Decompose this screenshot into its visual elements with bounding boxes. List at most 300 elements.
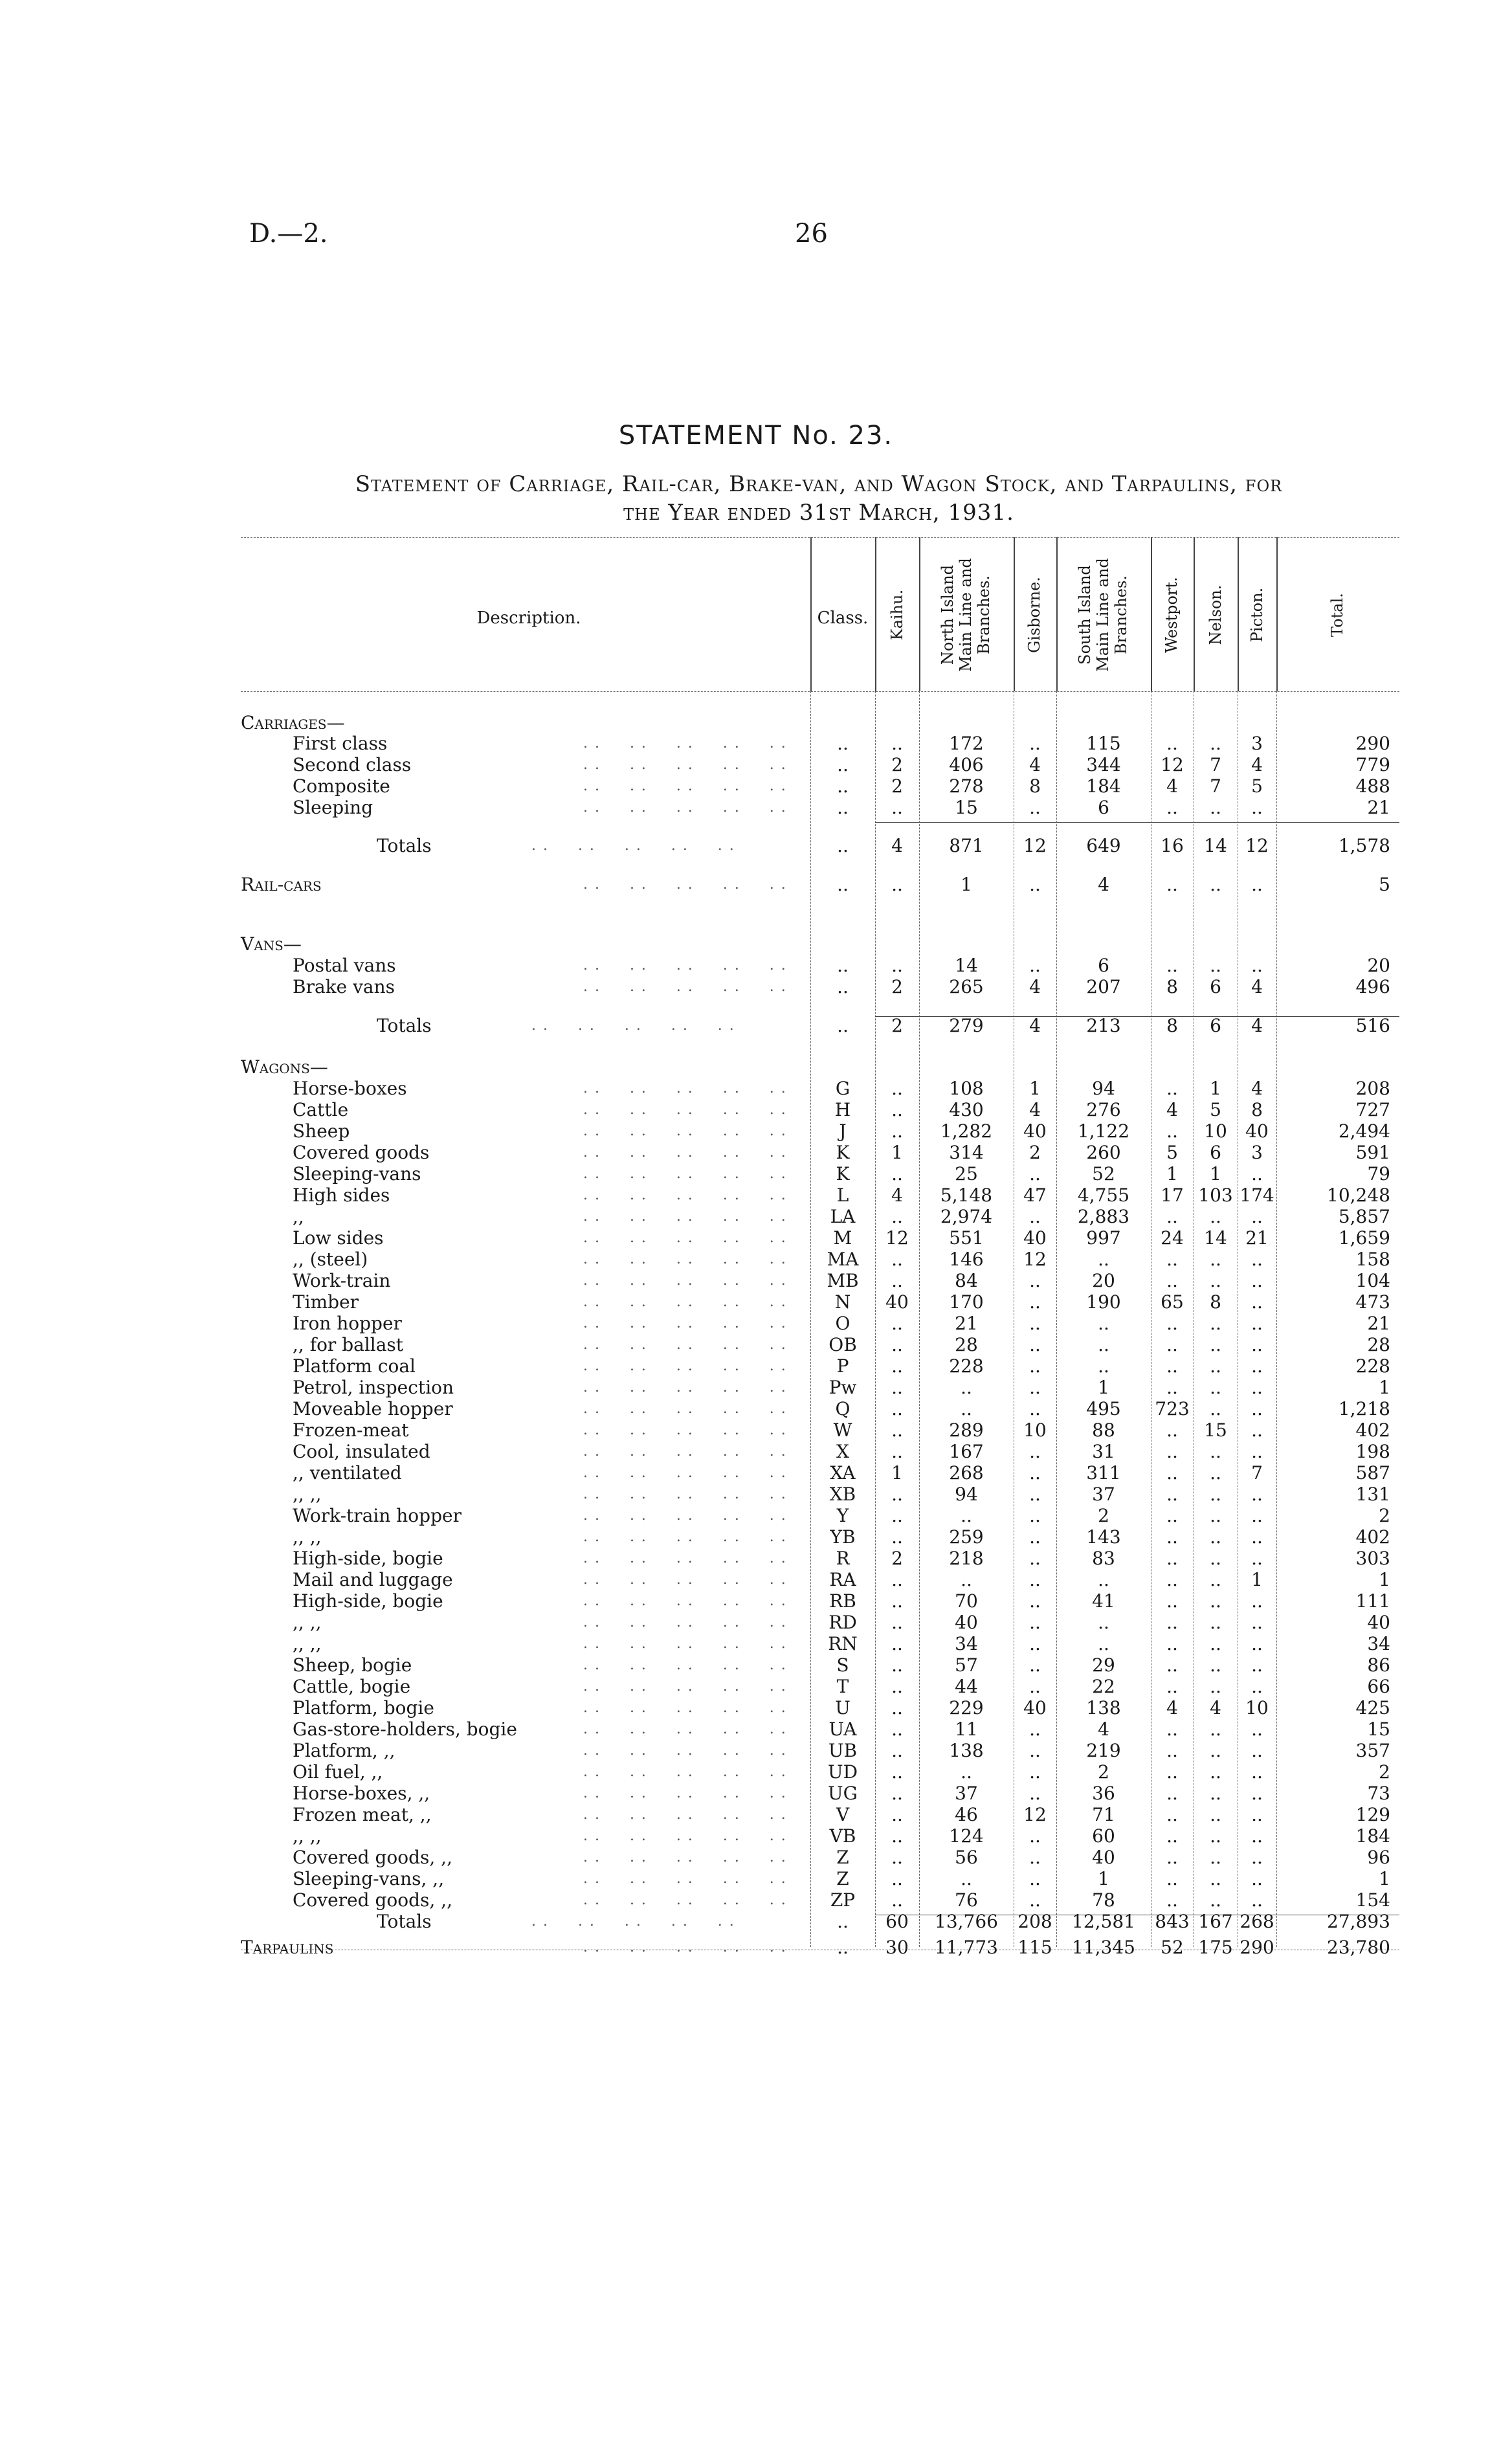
cell-gi: .. [1029,1526,1041,1548]
leader-dots: . . . . . . . . . . [577,1230,787,1246]
leader-dots: . . . . . . . . . . [526,838,735,854]
cell-ni: 871 [949,835,984,856]
cell-k: 4 [891,1185,903,1206]
cell-ne: 6 [1210,976,1221,997]
leader-dots: . . . . . . . . . . [577,1123,787,1139]
table-row [241,1398,1399,1419]
cell-pi: .. [1251,1590,1263,1612]
cell-ni: 314 [949,1142,984,1163]
cell-gi: .. [1029,1291,1041,1313]
cell-to: 129 [1355,1804,1390,1825]
leader-dots: . . . . . . . . . . [577,1102,787,1118]
cell-k: .. [891,1676,903,1697]
header-westport: Westport. [1162,577,1181,653]
row-label: Moveable hopper [293,1398,453,1419]
cell-we: 17 [1161,1185,1184,1206]
cell-we: 16 [1161,835,1184,856]
leader-dots: . . . . . . . . . . [577,1593,787,1609]
cell-ni: 13,766 [935,1911,998,1932]
cell-ne: 5 [1210,1099,1221,1120]
row-label: ,, [293,1206,304,1227]
cell-ni: 278 [949,775,984,797]
cell-ne: .. [1210,1761,1221,1783]
table-row [241,1740,1399,1761]
table-row [241,1654,1399,1676]
cell-ne: .. [1210,1804,1221,1825]
row-label: ,, ,, [293,1526,322,1548]
cell-ne: .. [1210,1462,1221,1484]
cell-ni: 268 [949,1462,984,1484]
cell-ne: .. [1210,1270,1221,1291]
cell-to: 28 [1367,1334,1390,1355]
cell-k: 30 [885,1937,909,1958]
cell-si: 311 [1086,1462,1121,1484]
table-top-rule [241,537,1399,538]
row-label: Low sides [293,1227,384,1249]
row-class: .. [837,797,849,818]
cell-pi: 3 [1251,733,1263,754]
table-row [241,1889,1399,1911]
leader-dots: . . . . . . . . . . [577,1208,787,1225]
row-label: Horse-boxes [293,1078,407,1099]
cell-si: 78 [1092,1889,1115,1911]
cell-ne: .. [1210,874,1221,895]
row-class: RD [828,1612,857,1633]
leader-dots: . . . . . . . . . . [577,1614,787,1630]
row-class: LA [830,1206,856,1227]
cell-gi: .. [1029,1868,1041,1889]
table-row [241,1120,1399,1142]
cell-gi: 10 [1023,1419,1047,1441]
leader-dots: . . . . . . . . . . [577,1358,787,1374]
leader-dots: . . . . . . . . . . [577,778,787,794]
cell-to: 290 [1355,733,1390,754]
table-row [241,1291,1399,1313]
section-row [241,1056,1399,1078]
cell-pi: .. [1251,1505,1263,1526]
cell-we: .. [1166,1548,1178,1569]
cell-we: 4 [1166,775,1178,797]
cell-ni: 218 [949,1548,984,1569]
row-label: Frozen-meat [293,1419,409,1441]
row-class: .. [837,754,849,775]
row-label: High-side, bogie [293,1590,443,1612]
totals-row [241,1015,1399,1036]
row-class: VB [829,1825,856,1847]
cell-ne: .. [1210,1633,1221,1654]
table-row [241,1676,1399,1697]
row-label: ,, (steel) [293,1249,368,1270]
cell-gi: .. [1029,1889,1041,1911]
leader-dots: . . . . . . . . . . [577,1550,787,1566]
cell-pi: 7 [1251,1462,1263,1484]
cell-si: 184 [1086,775,1121,797]
cell-ne: 6 [1210,1142,1221,1163]
cell-pi: .. [1251,1633,1263,1654]
cell-si: .. [1098,1249,1109,1270]
cell-ni: 170 [949,1291,984,1313]
row-label: ,, ,, [293,1633,322,1654]
row-label: Iron hopper [293,1313,402,1334]
row-class: RA [829,1569,856,1590]
cell-to: 27,893 [1327,1911,1390,1932]
cell-si: 2 [1098,1505,1109,1526]
cell-gi: .. [1029,797,1041,818]
row-class: MB [827,1270,859,1291]
table-row [241,955,1399,976]
cell-we: .. [1166,1355,1178,1377]
row-class: .. [837,874,849,895]
cell-to: 40 [1367,1612,1390,1633]
cell-k: .. [891,1249,903,1270]
row-class: MA [827,1249,859,1270]
row-class: .. [837,1937,849,1958]
table-row [241,1163,1399,1185]
header-divider [1238,537,1239,691]
cell-to: 488 [1355,775,1390,797]
cell-k: .. [891,1654,903,1676]
cell-k: .. [891,1633,903,1654]
cell-pi: .. [1251,1740,1263,1761]
row-class: OB [828,1334,857,1355]
cell-we: .. [1166,1825,1178,1847]
row-class: Z [836,1868,849,1889]
row-class: W [833,1419,852,1441]
cell-ni: 229 [949,1697,984,1719]
row-class: G [835,1078,850,1099]
cell-pi: 10 [1245,1697,1269,1719]
cell-si: 207 [1086,976,1121,997]
cell-we: .. [1166,1206,1178,1227]
leader-dots: . . . . . . . . . . [577,1465,787,1481]
leader-dots: . . . . . . . . . . [577,1443,787,1460]
cell-ni: 44 [955,1676,978,1697]
leader-dots: . . . . . . . . . . [577,1636,787,1652]
cell-ne: .. [1210,1590,1221,1612]
row-label: Sheep, bogie [293,1654,412,1676]
cell-si: 344 [1086,754,1121,775]
cell-k: .. [891,1377,903,1398]
row-class: N [834,1291,851,1313]
cell-to: 496 [1355,976,1390,997]
row-label: Work-train hopper [293,1505,461,1526]
cell-k: 4 [891,835,903,856]
row-label: Rail-cars [241,874,322,895]
row-class: Z [836,1847,849,1868]
cell-ne: .. [1210,1526,1221,1548]
cell-pi: .. [1251,1847,1263,1868]
cell-gi: .. [1029,1740,1041,1761]
cell-ne: .. [1210,1548,1221,1569]
cell-we: .. [1166,797,1178,818]
cell-ne: 7 [1210,775,1221,797]
header-divider [1194,537,1195,691]
cell-we: .. [1166,1569,1178,1590]
table-row [241,1526,1399,1548]
cell-ne: .. [1210,1740,1221,1761]
cell-ne: .. [1210,1569,1221,1590]
row-label: Platform, ,, [293,1740,395,1761]
cell-pi: 4 [1251,1078,1263,1099]
section-row [241,874,1399,895]
leader-dots: . . . . . . . . . . [577,1742,787,1759]
cell-to: 1 [1379,1569,1390,1590]
cell-k: .. [891,1825,903,1847]
cell-we: .. [1166,1505,1178,1526]
cell-to: 15 [1367,1719,1390,1740]
cell-to: 23,780 [1327,1937,1390,1958]
table-row [241,1783,1399,1804]
leader-dots: . . . . . . . . . . [577,1187,787,1203]
cell-k: 2 [891,1015,903,1036]
row-class: UB [828,1740,858,1761]
cell-we: .. [1166,1654,1178,1676]
cell-si: 83 [1092,1548,1115,1569]
cell-pi: 268 [1240,1911,1274,1932]
cell-pi: .. [1251,1719,1263,1740]
cell-ne: 14 [1204,835,1227,856]
row-class: RN [828,1633,858,1654]
cell-to: 79 [1367,1163,1390,1185]
cell-pi: .. [1251,1526,1263,1548]
cell-pi: .. [1251,1761,1263,1783]
cell-gi: .. [1029,1783,1041,1804]
cell-to: 473 [1355,1291,1390,1313]
cell-si: 143 [1086,1526,1121,1548]
cell-ne: .. [1210,797,1221,818]
cell-gi: .. [1029,1569,1041,1590]
leader-dots: . . . . . . . . . . [577,1807,787,1823]
cell-si: 219 [1086,1740,1121,1761]
cell-we: 52 [1161,1937,1184,1958]
cell-to: 779 [1355,754,1390,775]
cell-to: 73 [1367,1783,1390,1804]
cell-si: .. [1098,1612,1109,1633]
cell-k: .. [891,1697,903,1719]
cell-to: 154 [1355,1889,1390,1911]
cell-ni: 28 [955,1334,978,1355]
header-divider [919,537,920,691]
cell-we: .. [1166,1847,1178,1868]
cell-si: 4 [1098,874,1109,895]
cell-si: 2 [1098,1761,1109,1783]
cell-k: 1 [891,1142,903,1163]
row-class: .. [837,733,849,754]
row-label: Carriages— [241,712,345,733]
cell-gi: .. [1029,1206,1041,1227]
row-label: Composite [293,775,390,797]
cell-k: 2 [891,775,903,797]
cell-si: 1 [1098,1377,1109,1398]
table-row [241,1334,1399,1355]
row-label: Covered goods, ,, [293,1889,452,1911]
cell-gi: .. [1029,1270,1041,1291]
row-class: T [836,1676,849,1697]
cell-gi: .. [1029,1612,1041,1633]
row-class: Q [835,1398,850,1419]
cell-k: .. [891,1419,903,1441]
cell-k: .. [891,1868,903,1889]
row-label: Petrol, inspection [293,1377,454,1398]
leader-dots: . . . . . . . . . . [577,1849,787,1865]
cell-we: .. [1166,1761,1178,1783]
cell-gi: 1 [1029,1078,1041,1099]
cell-to: 10,248 [1327,1185,1390,1206]
cell-si: .. [1098,1313,1109,1334]
cell-k: 60 [885,1911,909,1932]
cell-gi: .. [1029,1590,1041,1612]
cell-gi: .. [1029,1355,1041,1377]
cell-k: .. [891,1569,903,1590]
cell-ne: .. [1210,1377,1221,1398]
row-label: Work-train [293,1270,391,1291]
cell-we: .. [1166,1719,1178,1740]
cell-pi: 3 [1251,1142,1263,1163]
cell-we: .. [1166,1270,1178,1291]
cell-ni: 138 [949,1740,984,1761]
row-class: .. [837,775,849,797]
cell-we: .. [1166,1868,1178,1889]
cell-ne: .. [1210,955,1221,976]
leader-dots: . . . . . . . . . . [577,1422,787,1438]
cell-to: 303 [1355,1548,1390,1569]
cell-we: .. [1166,733,1178,754]
row-label: Cool, insulated [293,1441,430,1462]
cell-to: 516 [1355,1015,1390,1036]
cell-gi: .. [1029,1163,1041,1185]
table-row [241,1484,1399,1505]
cell-ni: 1 [961,874,972,895]
cell-pi: .. [1251,1612,1263,1633]
subtitle-line-2: the Year ended 31st March, 1931. [623,500,1014,526]
row-label: Vans— [241,933,302,955]
header-divider [875,537,876,691]
cell-si: 12,581 [1072,1911,1135,1932]
cell-k: 2 [891,754,903,775]
cell-pi: .. [1251,1548,1263,1569]
cell-to: 2 [1379,1505,1390,1526]
cell-ne: .. [1210,1654,1221,1676]
cell-si: 31 [1092,1441,1115,1462]
cell-pi: .. [1251,1313,1263,1334]
row-class: J [839,1120,847,1142]
cell-si: .. [1098,1633,1109,1654]
cell-pi: .. [1251,1484,1263,1505]
cell-ne: 7 [1210,754,1221,775]
cell-gi: 208 [1017,1911,1052,1932]
cell-pi: .. [1251,955,1263,976]
row-class: XB [829,1484,856,1505]
cell-si: .. [1098,1334,1109,1355]
cell-pi: 4 [1251,976,1263,997]
row-class: V [836,1804,850,1825]
header-south-island: South Island Main Line and Branches. [1076,558,1130,672]
leader-dots: . . . . . . . . . . [577,876,787,893]
cell-k: .. [891,874,903,895]
cell-ni: .. [961,1868,972,1889]
cell-to: 2,494 [1338,1120,1390,1142]
cell-gi: .. [1029,1377,1041,1398]
cell-k: 12 [885,1227,909,1249]
cell-pi: .. [1251,1249,1263,1270]
carriages-totals-rule [875,822,1399,823]
cell-gi: .. [1029,874,1041,895]
cell-ni: 551 [949,1227,984,1249]
cell-ni: 25 [955,1163,978,1185]
cell-si: 138 [1086,1697,1121,1719]
row-label: Totals [377,1015,432,1036]
header-divider [1151,537,1152,691]
leader-dots: . . . . . . . . . . [577,1572,787,1588]
cell-ni: 70 [955,1590,978,1612]
row-class: .. [837,955,849,976]
cell-ne: .. [1210,1783,1221,1804]
table-row [241,976,1399,997]
cell-si: 260 [1086,1142,1121,1163]
cell-ni: 289 [949,1419,984,1441]
row-class: O [835,1313,850,1334]
row-label: Horse-boxes, ,, [293,1783,430,1804]
cell-we: .. [1166,1590,1178,1612]
header-kaihu: Kaihu. [888,589,906,641]
cell-si: 213 [1086,1015,1121,1036]
cell-we: .. [1166,1804,1178,1825]
row-label: Gas-store-holders, bogie [293,1719,517,1740]
cell-gi: .. [1029,1548,1041,1569]
cell-si: 94 [1092,1078,1115,1099]
cell-si: 29 [1092,1654,1115,1676]
cell-gi: .. [1029,1676,1041,1697]
cell-to: 131 [1355,1484,1390,1505]
table-row [241,1548,1399,1569]
cell-si: 40 [1092,1847,1115,1868]
cell-si: 1,122 [1077,1120,1130,1142]
cell-ni: 46 [955,1804,978,1825]
cell-ne: .. [1210,1612,1221,1633]
cell-si: 997 [1086,1227,1121,1249]
table-row [241,1270,1399,1291]
table-row [241,1612,1399,1633]
cell-we: .. [1166,1377,1178,1398]
cell-pi: 290 [1240,1937,1274,1958]
leader-dots: . . . . . . . . . . [577,735,787,751]
cell-to: 5,857 [1338,1206,1390,1227]
cell-to: 5 [1379,874,1390,895]
cell-gi: 2 [1029,1142,1041,1163]
cell-we: 8 [1166,1015,1178,1036]
cell-ni: 146 [949,1249,984,1270]
row-class: X [836,1441,849,1462]
cell-k: .. [891,1441,903,1462]
row-label: Platform coal [293,1355,416,1377]
cell-pi: .. [1251,797,1263,818]
cell-gi: .. [1029,1719,1041,1740]
row-label: Sleeping [293,797,373,818]
leader-dots: . . . . . . . . . . [577,1529,787,1545]
leader-dots: . . . . . . . . . . [577,757,787,773]
row-class: XA [830,1462,856,1484]
cell-to: 591 [1355,1142,1390,1163]
header-divider [1014,537,1015,691]
cell-k: .. [891,1313,903,1334]
cell-we: .. [1166,1526,1178,1548]
row-label: Covered goods [293,1142,430,1163]
cell-gi: 4 [1029,1015,1041,1036]
cell-we: .. [1166,1441,1178,1462]
cell-we: 723 [1155,1398,1190,1419]
cell-ne: 10 [1204,1120,1227,1142]
cell-si: 495 [1086,1398,1121,1419]
